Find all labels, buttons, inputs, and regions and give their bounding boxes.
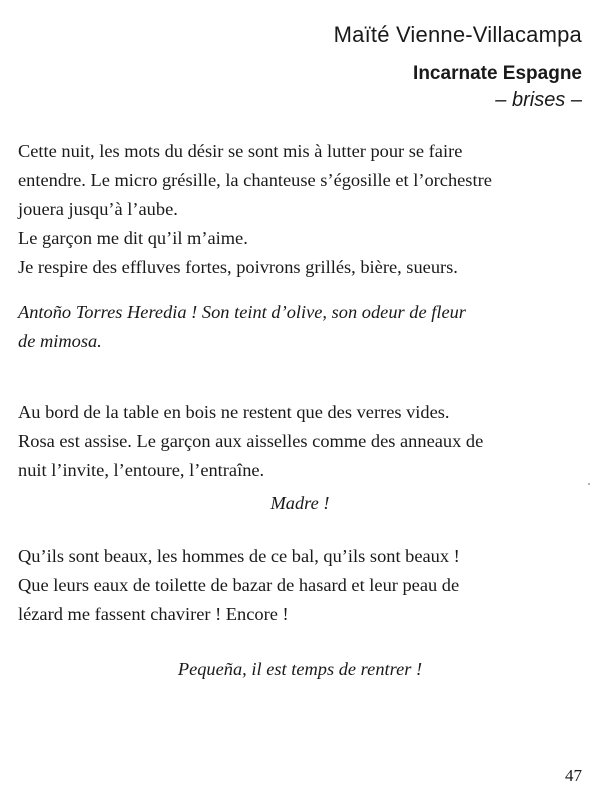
- text-line: Cette nuit, les mots du désir se sont mis à lutter pour se faire: [18, 141, 463, 161]
- author-name: Maïté Vienne-Villacampa: [333, 22, 582, 47]
- text-line: Pequeña, il est temps de rentrer !: [177, 659, 423, 679]
- text-line: Madre !: [270, 493, 330, 513]
- stanza-1: [18, 137, 584, 282]
- text-line: Rosa est assise. Le garçon aux aisselles comme des anneaux de: [18, 431, 484, 451]
- text-line: Qu’ils sont beaux, les hommes de ce bal, qu’ils sont beaux !: [18, 546, 460, 566]
- text-line: entendre. Le micro grésille, la chanteuse s’égosille et l’orchestre: [18, 170, 492, 190]
- scan-speck: [588, 483, 590, 485]
- text-line: de mimosa.: [18, 331, 102, 351]
- text-line: jouera jusqu’à l’aube.: [18, 199, 178, 219]
- page-number: 47: [565, 766, 582, 785]
- stanza-2: [18, 298, 584, 356]
- text-line: Au bord de la table en bois ne restent que des verres vides.: [18, 402, 450, 422]
- exclamation-line: [0, 489, 600, 518]
- poem-subtitle: – brises –: [495, 89, 582, 111]
- text-line: Que leurs eaux de toilette de bazar de hasard et leur peau de: [18, 575, 460, 595]
- text-line: Je respire des effluves fortes, poivrons grillés, bière, sueurs.: [18, 257, 458, 277]
- text-line: lézard me fassent chavirer ! Encore !: [18, 604, 289, 624]
- poem-title: Incarnate Espagne: [413, 63, 582, 84]
- stanza-4: [18, 542, 584, 629]
- text-line: Antoño Torres Heredia ! Son teint d’olive, son odeur de fleur: [18, 302, 466, 322]
- text-line: nuit l’invite, l’entoure, l’entraîne.: [18, 460, 265, 480]
- stanza-3: [18, 398, 584, 485]
- text-line: Le garçon me dit qu’il m’aime.: [18, 228, 248, 248]
- closing-line: [0, 655, 600, 684]
